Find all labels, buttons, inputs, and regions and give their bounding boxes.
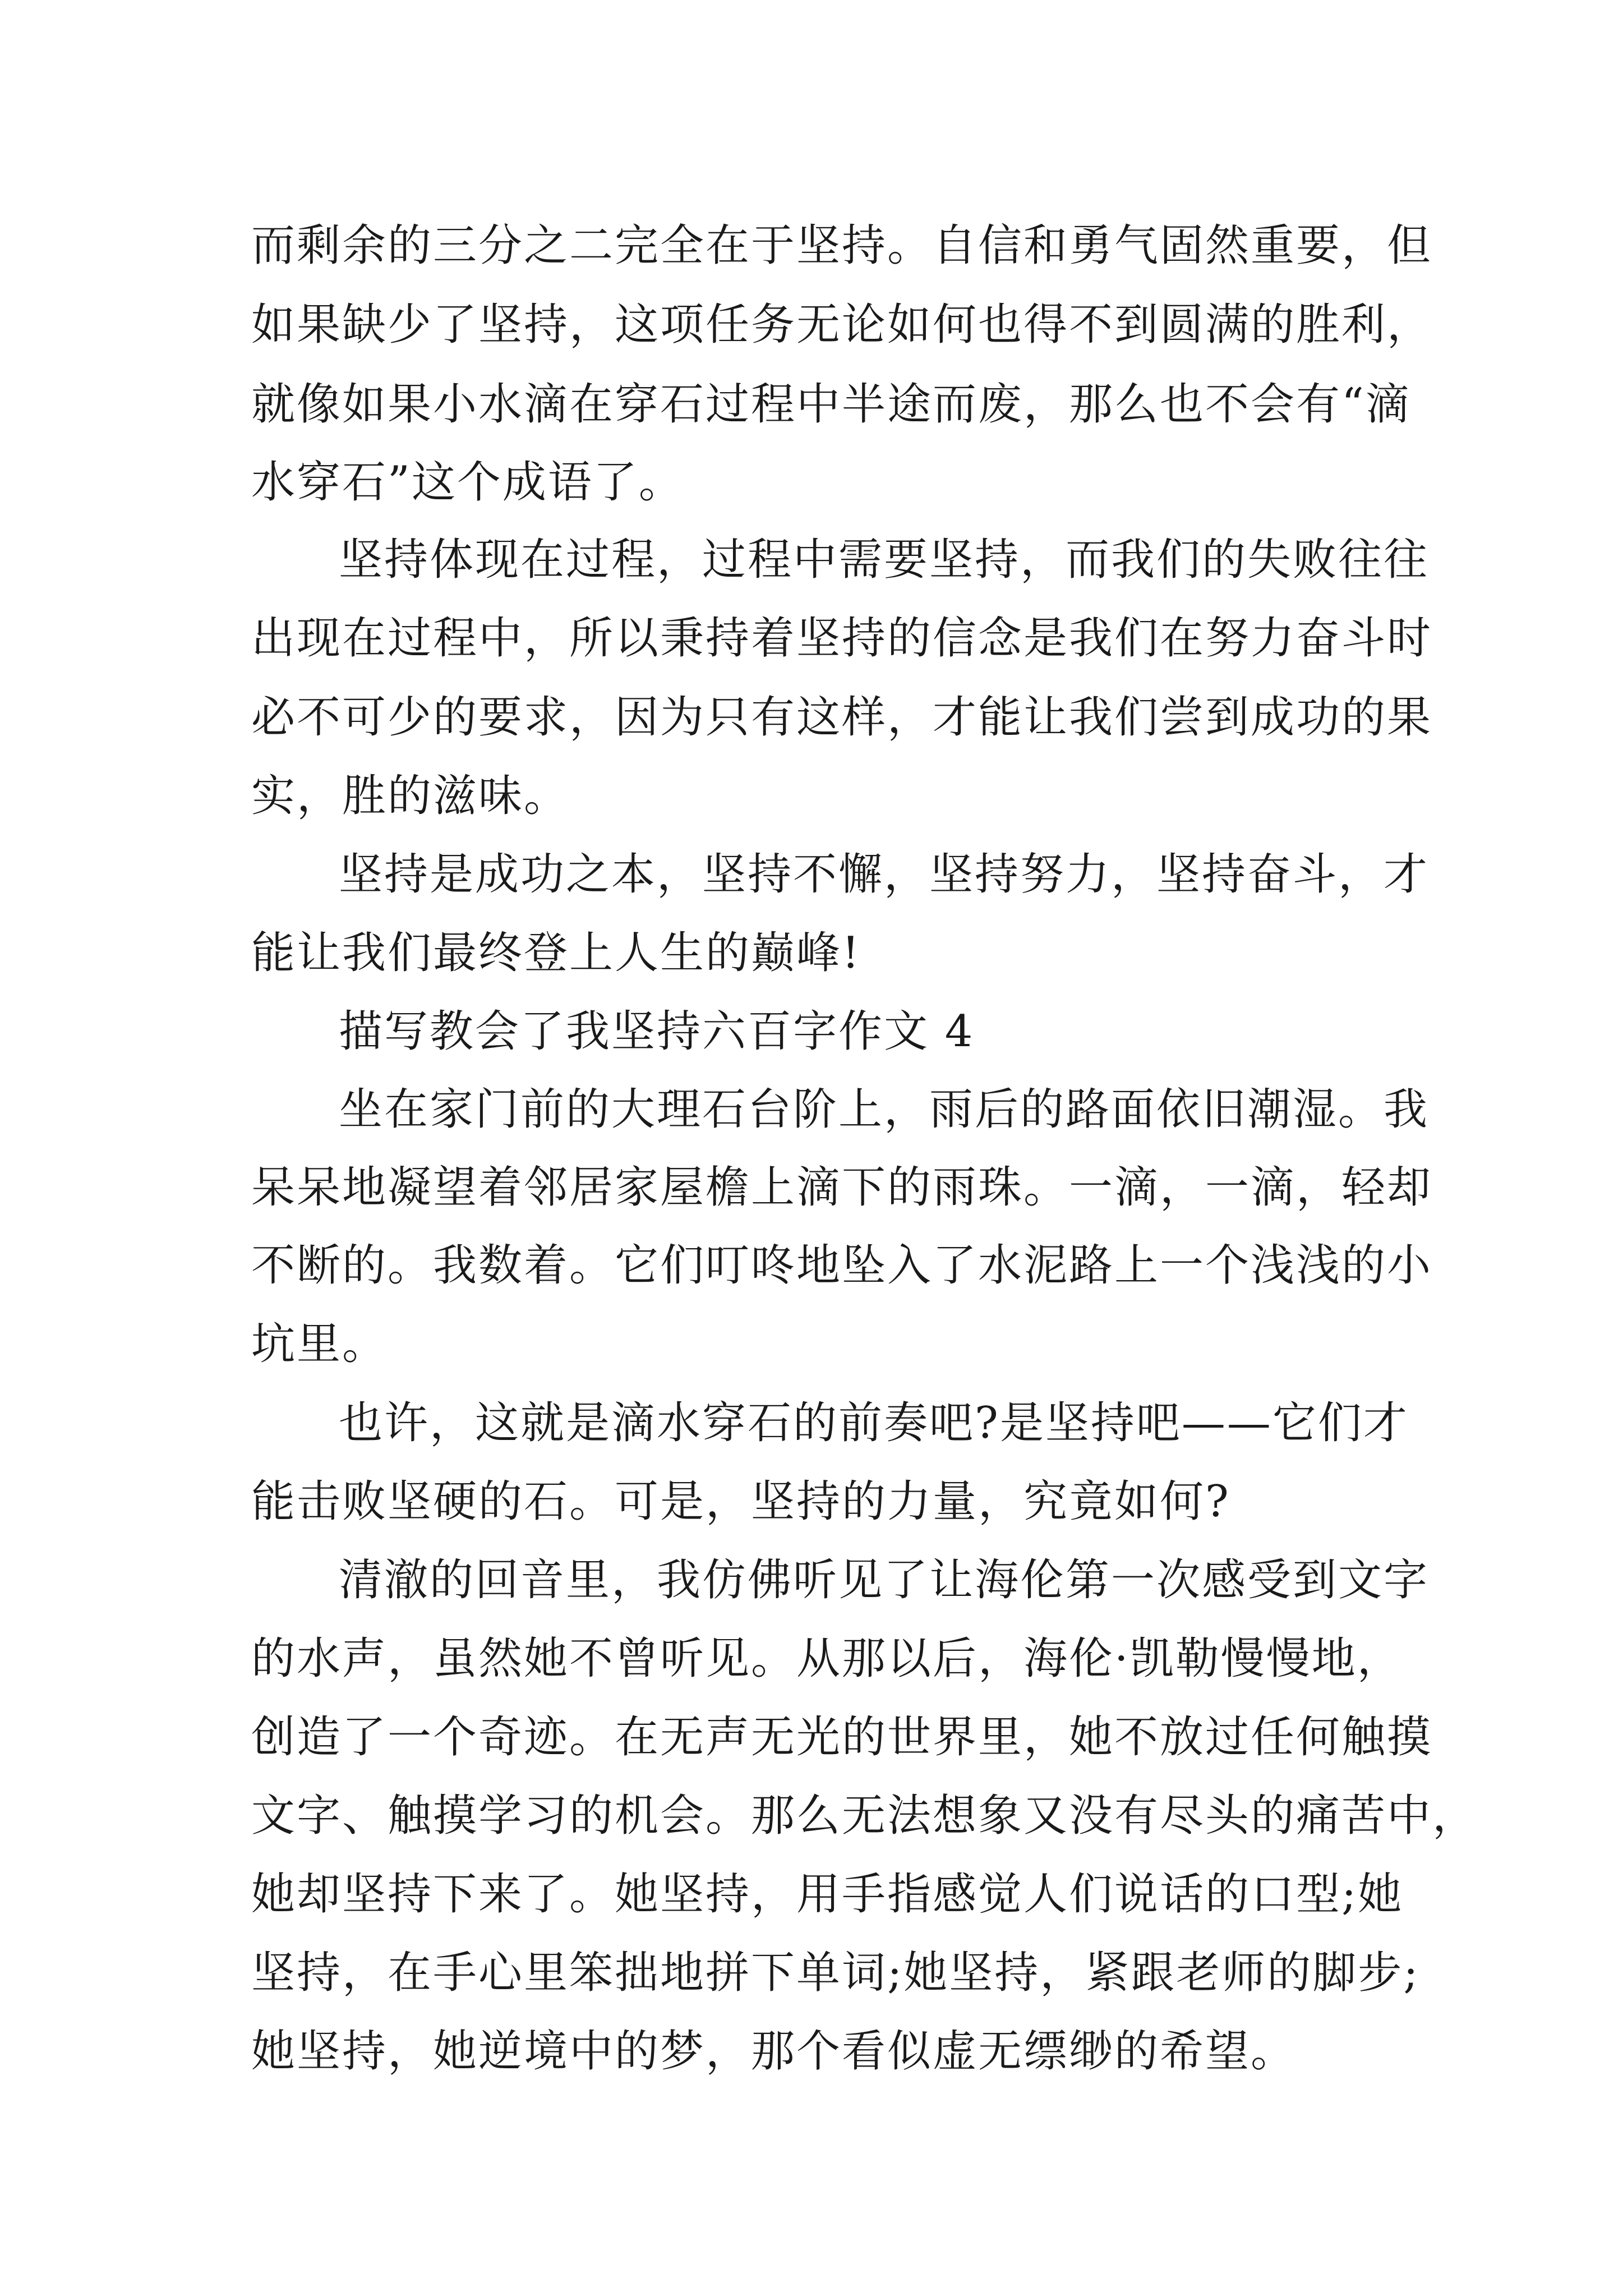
- paragraph-first-line: 也许，这就是滴水穿石的前奏吧?是坚持吧——它们才: [339, 1398, 1409, 1448]
- text-line: 实，胜的滋味。: [251, 771, 570, 821]
- text-line: 的水声，虽然她不曾听见。从那以后，海伦·凯勒慢慢地，: [251, 1634, 1403, 1684]
- text-line: 不断的。我数着。它们叮咚地坠入了水泥路上一个浅浅的小: [251, 1240, 1433, 1291]
- text-line: 她却坚持下来了。她坚持，用手指感觉人们说话的口型;她: [251, 1869, 1404, 1920]
- section-heading: 描写教会了我坚持六百字作文 4: [339, 1006, 975, 1057]
- text-line: 如果缺少了坚持，这项任务无论如何也得不到圆满的胜利，: [251, 300, 1433, 350]
- text-line: 而剩余的三分之二完全在于坚持。自信和勇气固然重要，但: [251, 220, 1433, 271]
- text-line: 就像如果小水滴在穿石过程中半途而废，那么也不会有“滴: [251, 379, 1411, 430]
- text-line: 呆呆地凝望着邻居家屋檐上滴下的雨珠。一滴，一滴，轻却: [251, 1162, 1433, 1213]
- text-line: 文字、触摸学习的机会。那么无法想象又没有尽头的痛苦中，: [251, 1791, 1478, 1841]
- paragraph-first-line: 坚持是成功之本，坚持不懈，坚持努力，坚持奋斗，才: [339, 849, 1430, 900]
- text-line: 坚持，在手心里笨拙地拼下单词;她坚持，紧跟老师的脚步;: [251, 1948, 1420, 1998]
- text-line: 必不可少的要求，因为只有这样，才能让我们尝到成功的果: [251, 692, 1433, 743]
- paragraph-first-line: 坚持体现在过程，过程中需要坚持，而我们的失败往往: [339, 535, 1430, 585]
- text-line: 出现在过程中，所以秉持着坚持的信念是我们在努力奋斗时: [251, 613, 1433, 664]
- text-line: 坑里。: [251, 1319, 388, 1369]
- text-line: 创造了一个奇迹。在无声无光的世界里，她不放过任何触摸: [251, 1712, 1433, 1763]
- text-line: 她坚持，她逆境中的梦，那个看似虚无缥缈的希望。: [251, 2026, 1297, 2077]
- text-line: 水穿石”这个成语了。: [251, 457, 684, 508]
- paragraph-first-line: 坐在家门前的大理石台阶上，雨后的路面依旧潮湿。我: [339, 1084, 1430, 1135]
- paragraph-first-line: 清澈的回音里，我仿佛听见了让海伦第一次感受到文字: [339, 1555, 1430, 1605]
- text-line: 能让我们最终登上人生的巅峰!: [251, 928, 861, 978]
- text-line: 能击败坚硬的石。可是，坚持的力量，究竟如何?: [251, 1476, 1230, 1527]
